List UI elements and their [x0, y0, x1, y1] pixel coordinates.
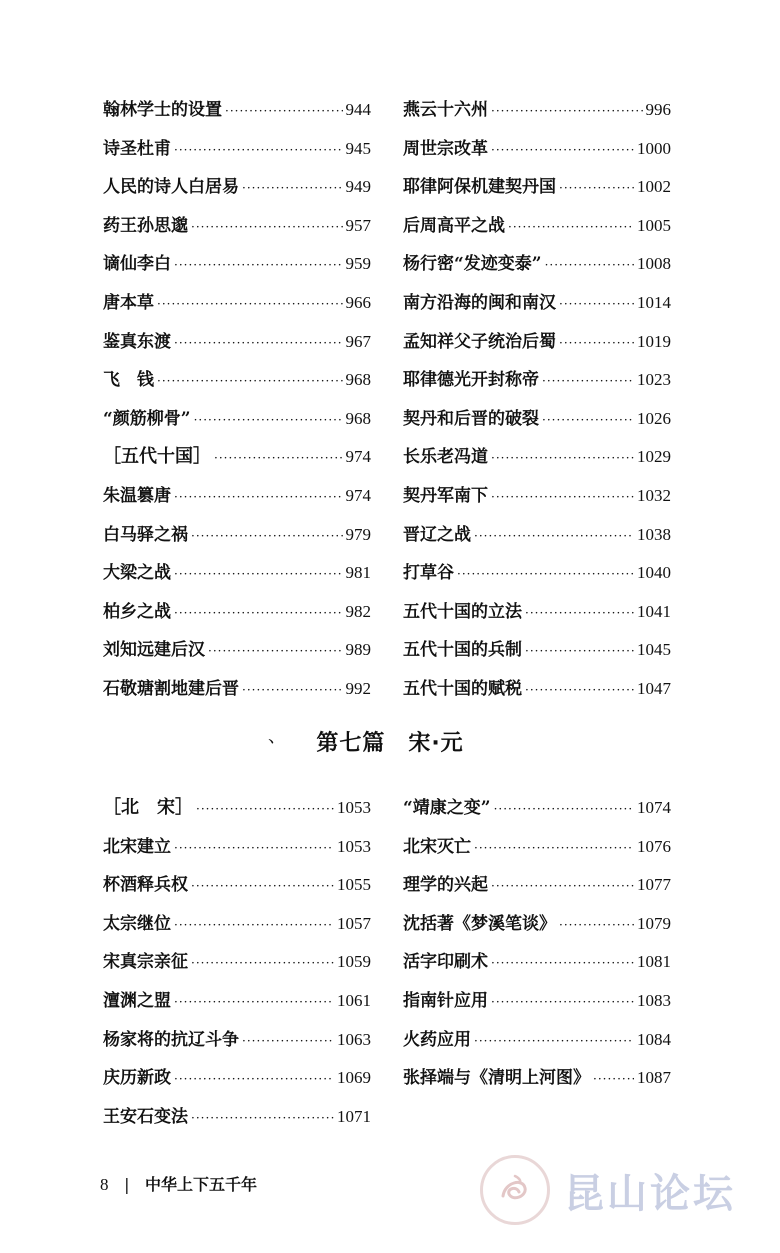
toc-dot-leader	[174, 478, 343, 517]
toc-entry-page: 1014	[637, 292, 671, 312]
toc-dot-leader	[491, 92, 643, 131]
toc-entry[interactable]	[103, 943, 371, 982]
toc-entry-title: 南方沿海的闽和南汉	[403, 292, 556, 313]
toc-dot-leader	[491, 478, 634, 517]
toc-entry-title: 理学的兴起	[403, 875, 488, 896]
toc-entry-title: 谪仙李白	[103, 254, 171, 275]
toc-entry-title: 北宋灭亡	[403, 836, 471, 857]
toc-entry-page: 966	[345, 292, 371, 312]
toc-entry[interactable]	[403, 284, 671, 323]
watermark	[480, 1140, 770, 1240]
toc-dot-leader	[559, 906, 634, 945]
toc-entry-page: 1002	[637, 177, 671, 197]
toc-entry-page: 1057	[337, 913, 371, 933]
toc-entry-page: 959	[345, 254, 371, 274]
toc-entry[interactable]	[103, 207, 371, 246]
toc-entry[interactable]	[103, 1021, 371, 1060]
toc-entry-page: 1047	[637, 678, 671, 698]
toc-entry-page: 957	[345, 215, 371, 235]
toc-dot-leader	[174, 829, 334, 868]
toc-entry-title: 杨家将的抗辽斗争	[103, 1029, 239, 1050]
toc-entry-page: 968	[345, 370, 371, 390]
toc-entry[interactable]	[403, 828, 671, 867]
toc-dot-leader	[208, 632, 343, 671]
toc-dot-leader	[194, 401, 343, 440]
toc-entry[interactable]	[403, 130, 671, 169]
toc-entry-title: 翰林学士的设置	[103, 100, 222, 120]
toc-entry-page: 968	[345, 408, 371, 428]
toc-entry-page: 974	[345, 485, 371, 505]
toc-entry-title: 刘知远建后汉	[103, 640, 205, 661]
toc-entry-page: 1079	[637, 913, 671, 933]
toc-entry-page: 949	[345, 177, 371, 197]
toc-entry[interactable]	[103, 866, 371, 905]
toc-entry-title: 白马驿之祸	[103, 524, 188, 545]
toc-entry-page: 1053	[337, 836, 371, 856]
toc-dot-leader	[593, 1060, 634, 1099]
toc-entry[interactable]	[103, 1059, 371, 1098]
watermark-text: 昆山论坛	[564, 1170, 736, 1217]
toc-entry[interactable]	[103, 361, 371, 400]
toc-dot-leader	[174, 906, 334, 945]
toc-column-left-top	[103, 91, 371, 709]
toc-entry-title: 唐本草	[103, 292, 154, 313]
toc-entry-title: 打草谷	[403, 563, 454, 584]
toc-entry-page: 989	[345, 640, 371, 660]
toc-entry[interactable]	[103, 91, 371, 130]
toc-entry-title: 耶律阿保机建契丹国	[403, 177, 556, 198]
toc-entry[interactable]	[103, 168, 371, 207]
toc-dot-leader	[559, 285, 634, 324]
toc-entry[interactable]	[403, 670, 671, 709]
toc-entry-page: 979	[345, 524, 371, 544]
watermark-logo-icon	[480, 1155, 550, 1225]
toc-entry[interactable]	[403, 400, 671, 439]
toc-entry[interactable]	[103, 828, 371, 867]
toc-entry-page: 1076	[637, 836, 671, 856]
toc-entry-title: 燕云十六州	[403, 100, 488, 120]
toc-dot-leader	[474, 829, 634, 868]
toc-dot-leader	[174, 594, 343, 633]
toc-entry-page: 1081	[637, 952, 671, 972]
toc-dot-leader	[525, 594, 634, 633]
toc-entry[interactable]	[103, 516, 371, 555]
toc-dot-leader	[542, 362, 634, 401]
toc-dot-leader	[474, 1022, 634, 1061]
toc-entry-page: 996	[645, 100, 671, 119]
toc-entry[interactable]	[403, 631, 671, 670]
toc-entry-title: 庆历新政	[103, 1068, 171, 1089]
toc-entry-page: 1000	[637, 138, 671, 158]
toc-entry-title: 太宗继位	[103, 913, 171, 934]
toc-entry-title: 药王孙思邈	[103, 215, 188, 236]
toc-dot-leader	[242, 169, 343, 208]
toc-dot-leader	[242, 1022, 334, 1061]
footer-page-number: 8	[100, 1175, 109, 1194]
toc-entry-page: 1087	[637, 1068, 671, 1088]
toc-dot-leader	[491, 944, 634, 983]
toc-dot-leader	[242, 671, 343, 710]
toc-entry-page: 1084	[637, 1029, 671, 1049]
toc-entry[interactable]	[103, 670, 371, 709]
toc-dot-leader	[508, 208, 634, 247]
toc-entry[interactable]	[103, 477, 371, 516]
toc-entry-page: 1005	[637, 215, 671, 235]
footer-separator: |	[124, 1175, 130, 1194]
toc-dot-leader	[191, 867, 334, 906]
toc-dot-leader	[474, 517, 634, 556]
toc-entry[interactable]	[103, 1098, 371, 1137]
toc-dot-leader	[525, 671, 634, 710]
toc-entry[interactable]	[403, 943, 671, 982]
toc-dot-leader	[174, 324, 343, 363]
toc-entry[interactable]	[103, 323, 371, 362]
toc-dot-leader	[157, 362, 343, 401]
toc-entry[interactable]	[103, 905, 371, 944]
toc-dot-leader	[225, 92, 343, 131]
toc-dot-leader	[191, 517, 343, 556]
toc-dot-leader	[559, 169, 634, 208]
toc-entry-page: 1026	[637, 408, 671, 428]
toc-entry-title: 晋辽之战	[403, 524, 471, 545]
toc-entry[interactable]	[103, 284, 371, 323]
toc-dot-leader	[174, 246, 343, 285]
toc-entry-title: 耶律德光开封称帝	[403, 370, 539, 391]
toc-entry[interactable]	[103, 982, 371, 1021]
toc-entry-title: 火药应用	[403, 1029, 471, 1050]
toc-entry-page: 1045	[637, 640, 671, 660]
toc-entry[interactable]	[403, 168, 671, 207]
toc-entry[interactable]	[403, 477, 671, 516]
toc-entry[interactable]	[403, 207, 671, 246]
toc-entry[interactable]	[103, 130, 371, 169]
toc-entry-page: 982	[345, 601, 371, 621]
toc-entry-title: 五代十国的立法	[403, 601, 522, 622]
toc-entry-title: “颜筋柳骨”	[103, 408, 191, 429]
toc-entry-page: 1008	[637, 254, 671, 274]
toc-entry-page: 1023	[637, 370, 671, 390]
toc-entry-title: 活字印刷术	[403, 952, 488, 973]
toc-entry-page: 1040	[637, 563, 671, 583]
toc-entry-page: 981	[345, 563, 371, 583]
toc-dot-leader	[491, 131, 634, 170]
toc-entry-page: 992	[345, 678, 371, 698]
toc-entry-title: 杨行密“发迹变泰”	[403, 254, 542, 275]
toc-entry-page: 967	[345, 331, 371, 351]
toc-dot-leader	[545, 246, 634, 285]
toc-entry[interactable]	[403, 361, 671, 400]
part-title-mark: 、	[268, 726, 287, 747]
toc-dot-leader	[491, 983, 634, 1022]
toc-entry-page: 974	[345, 447, 371, 467]
toc-entry-page: 945	[345, 138, 371, 158]
toc-entry-title: “靖康之变”	[403, 798, 491, 818]
toc-entry[interactable]	[103, 789, 371, 828]
toc-entry-title: 杯酒释兵权	[103, 875, 188, 896]
toc-entry-title: 王安石变法	[103, 1106, 188, 1127]
toc-entry-page: 1061	[337, 990, 371, 1010]
toc-entry-page: 1032	[637, 485, 671, 505]
toc-entry-title: 朱温篡唐	[103, 485, 171, 506]
toc-entry[interactable]	[103, 438, 371, 477]
toc-column-left-bottom	[103, 789, 371, 1136]
toc-dot-leader	[174, 131, 343, 170]
toc-dot-leader	[174, 983, 334, 1022]
toc-entry[interactable]	[103, 400, 371, 439]
toc-entry[interactable]	[403, 982, 671, 1021]
toc-entry[interactable]	[403, 866, 671, 905]
toc-column-right-top	[403, 91, 671, 709]
toc-entry[interactable]	[403, 1059, 671, 1098]
toc-entry[interactable]	[403, 905, 671, 944]
toc-entry-page: 1077	[637, 875, 671, 895]
toc-entry-page: 1053	[337, 798, 371, 817]
toc-entry[interactable]	[403, 91, 671, 130]
toc-dot-leader	[457, 555, 634, 594]
toc-entry-title: ［北 宋］	[103, 797, 193, 818]
toc-entry-page: 1029	[637, 447, 671, 467]
toc-entry-title: 澶渊之盟	[103, 990, 171, 1011]
toc-entry-title: 北宋建立	[103, 836, 171, 857]
toc-entry-page: 1055	[337, 875, 371, 895]
toc-entry[interactable]	[403, 593, 671, 632]
toc-entry-title: 诗圣杜甫	[103, 138, 171, 159]
toc-entry[interactable]	[403, 789, 671, 828]
toc-entry-title: 柏乡之战	[103, 601, 171, 622]
toc-entry-title: 石敬瑭割地建后晋	[103, 678, 239, 699]
toc-entry-page: 1019	[637, 331, 671, 351]
toc-entry[interactable]	[403, 1021, 671, 1060]
toc-entry-page: 944	[345, 100, 371, 119]
toc-entry[interactable]	[403, 438, 671, 477]
toc-entry-title: 人民的诗人白居易	[103, 177, 239, 198]
toc-entry-title: 五代十国的赋税	[403, 678, 522, 699]
page-footer	[100, 1172, 257, 1195]
toc-dot-leader	[491, 439, 634, 478]
toc-column-right-bottom	[403, 789, 671, 1098]
toc-entry-title: 指南针应用	[403, 990, 488, 1011]
toc-entry-title: 鉴真东渡	[103, 331, 171, 352]
toc-dot-leader	[542, 401, 634, 440]
toc-entry-page: 1069	[337, 1068, 371, 1088]
toc-dot-leader	[196, 790, 334, 829]
toc-entry-title: 后周高平之战	[403, 215, 505, 236]
toc-dot-leader	[174, 555, 343, 594]
toc-entry-title: ［五代十国］	[103, 446, 211, 468]
toc-entry-page: 1063	[337, 1029, 371, 1049]
toc-entry-title: 沈括著《梦溪笔谈》	[403, 913, 556, 934]
toc-dot-leader	[559, 324, 634, 363]
toc-dot-leader	[494, 790, 634, 829]
toc-entry-page: 1074	[637, 798, 671, 817]
toc-dot-leader	[191, 1099, 334, 1138]
part-title-text: 第七篇 宋·元	[316, 731, 464, 756]
toc-entry-page: 1083	[637, 990, 671, 1010]
toc-dot-leader	[191, 944, 334, 983]
toc-entry-title: 契丹军南下	[403, 485, 488, 506]
toc-entry[interactable]	[103, 245, 371, 284]
toc-entry-title: 飞 钱	[103, 370, 154, 391]
toc-dot-leader	[525, 632, 634, 671]
part-title	[0, 726, 780, 757]
toc-entry-title: 大梁之战	[103, 563, 171, 584]
toc-entry-title: 契丹和后晋的破裂	[403, 408, 539, 429]
toc-entry[interactable]	[403, 554, 671, 593]
toc-entry[interactable]	[103, 593, 371, 632]
toc-entry[interactable]	[103, 554, 371, 593]
footer-book-title: 中华上下五千年	[145, 1175, 258, 1194]
toc-entry-page: 1071	[337, 1106, 371, 1126]
toc-entry-title: 宋真宗亲征	[103, 952, 188, 973]
toc-entry-page: 1041	[637, 601, 671, 621]
toc-entry-title: 长乐老冯道	[403, 447, 488, 468]
toc-dot-leader	[191, 208, 343, 247]
toc-entry-title: 张择端与《清明上河图》	[403, 1068, 590, 1089]
toc-entry[interactable]	[103, 631, 371, 670]
toc-entry-page: 1038	[637, 524, 671, 544]
toc-entry-title: 孟知祥父子统治后蜀	[403, 331, 556, 352]
watermark-swirl-icon	[493, 1168, 537, 1212]
toc-entry[interactable]	[403, 516, 671, 555]
toc-entry-page: 1059	[337, 952, 371, 972]
toc-dot-leader	[174, 1060, 334, 1099]
toc-entry[interactable]	[403, 323, 671, 362]
toc-entry-title: 周世宗改革	[403, 138, 488, 159]
toc-dot-leader	[491, 867, 634, 906]
toc-entry-title: 五代十国的兵制	[403, 640, 522, 661]
toc-entry[interactable]	[403, 245, 671, 284]
toc-dot-leader	[157, 285, 343, 324]
toc-dot-leader	[214, 439, 343, 478]
